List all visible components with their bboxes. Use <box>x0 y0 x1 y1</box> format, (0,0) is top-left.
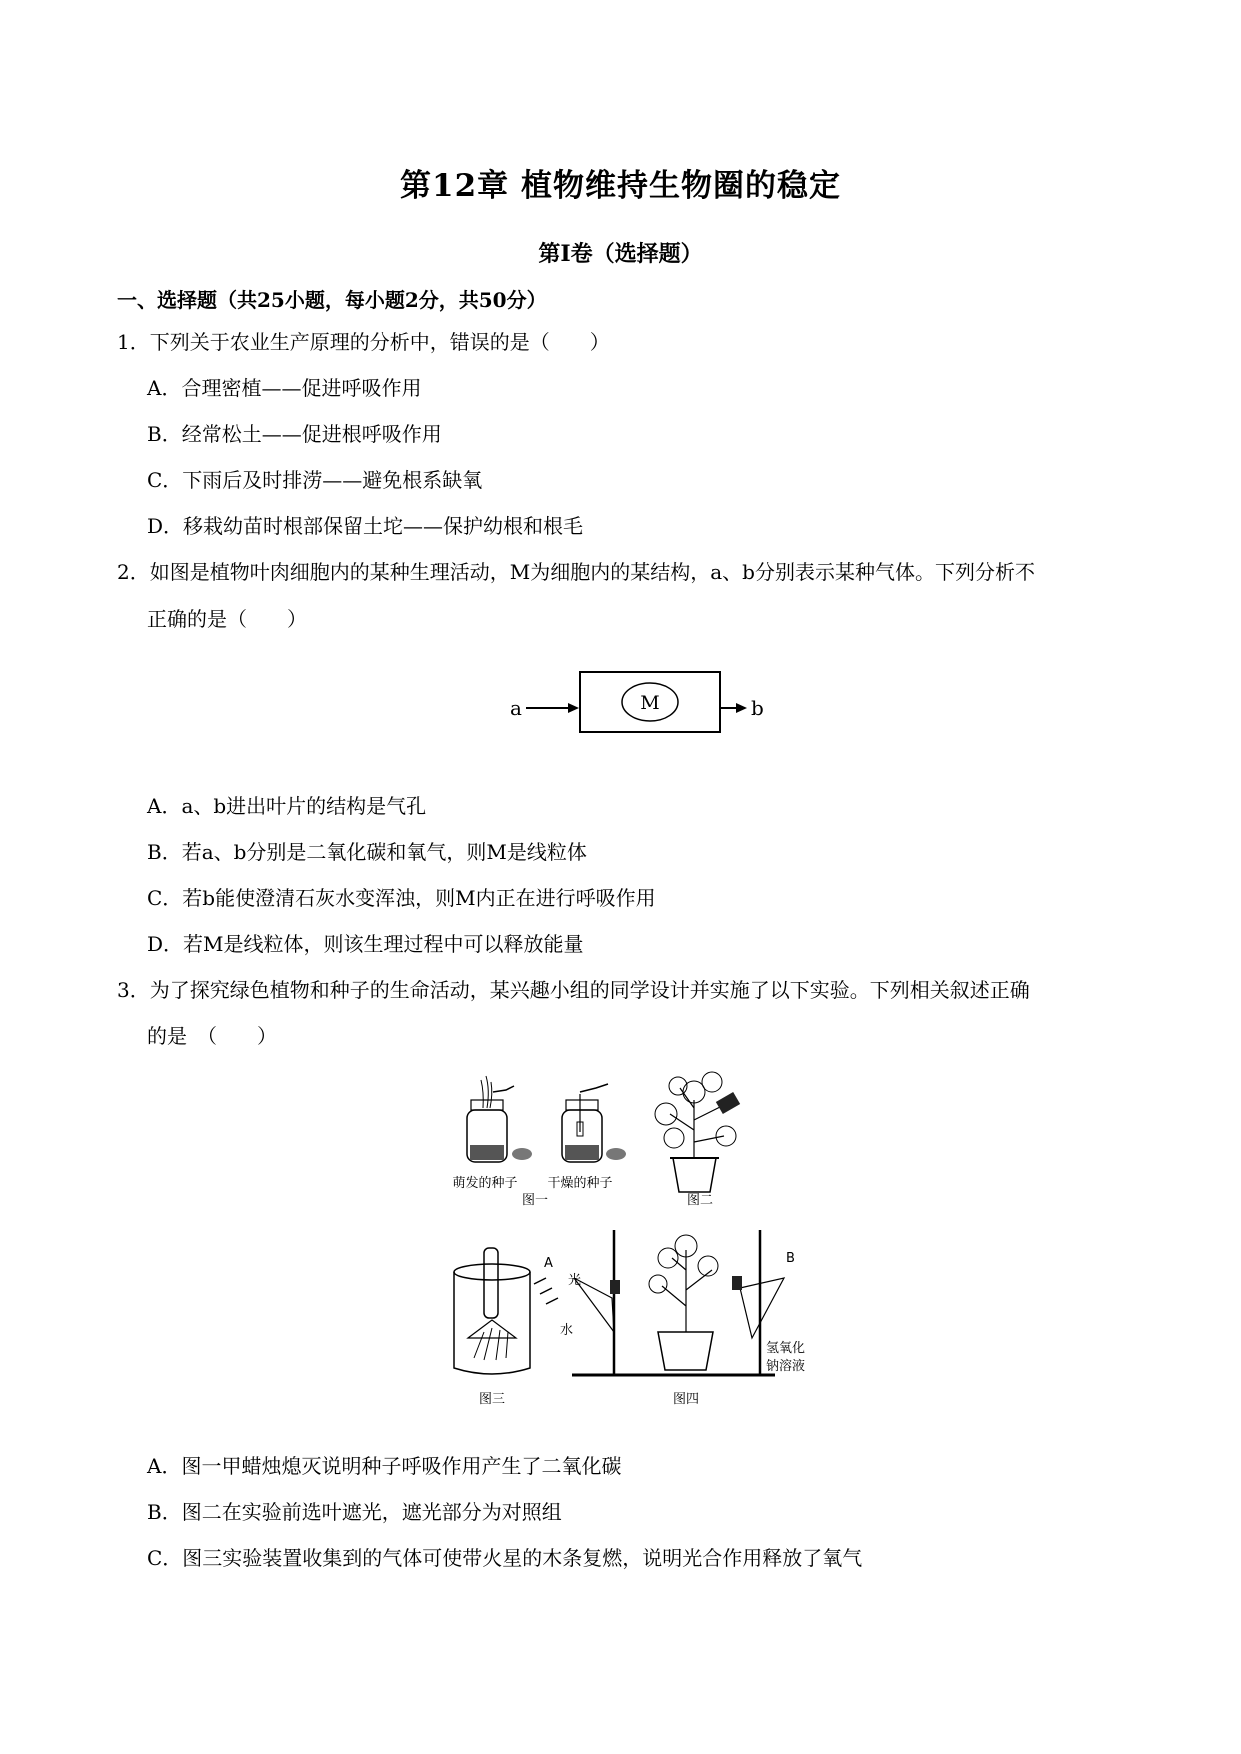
section-heading: 一、选择题（共25小题，每小题2分，共50分） <box>117 288 547 312</box>
naoh-label-line1: 氢氧化 <box>766 1341 806 1356</box>
question-2-option-b: B．若a、b分别是二氧化碳和氧气，则M是线粒体 <box>147 840 587 864</box>
input-arrowhead <box>568 703 579 713</box>
question-number: 2． <box>117 560 150 584</box>
question-1-stem <box>117 328 610 356</box>
question-2-stem-cont: 正确的是（ ） <box>147 607 307 631</box>
question-1-option-d: D．移栽幼苗时根部保留土坨——保护幼根和根毛 <box>147 514 584 538</box>
question-3-option-c: C．图三实验装置收集到的气体可使带火星的木条复燃，说明光合作用释放了氧气 <box>147 1546 863 1570</box>
question-number: 3． <box>117 978 150 1002</box>
question-3-stem-cont: 的是 （ ） <box>147 1024 277 1048</box>
bag-b-label: B <box>786 1251 795 1266</box>
figure-4-bagged-leaves <box>544 1230 805 1407</box>
light-label: 光 <box>568 1273 582 1288</box>
output-gas-label: b <box>751 696 764 720</box>
chapter-title: 第12章 植物维持生物圈的稳定 <box>400 168 841 204</box>
figure-1-caption: 图一 <box>521 1193 549 1208</box>
figure-2-potted-plant <box>655 1072 740 1208</box>
question-text: 为了探究绿色植物和种子的生命活动，某兴趣小组的同学设计并实施了以下实验。下列相关叙述正确 <box>149 978 1030 1002</box>
structure-m-label: M <box>640 692 660 714</box>
jar-dry-seeds <box>562 1084 626 1162</box>
jar-label-dry: 干燥的种子 <box>547 1176 613 1191</box>
question-1-option-b: B．经常松土——促进根呼吸作用 <box>147 422 442 446</box>
output-arrowhead <box>736 703 747 713</box>
question-text: 下列关于农业生产原理的分析中，错误的是（ ） <box>149 330 610 354</box>
question-1-option-c: C．下雨后及时排涝——避免根系缺氧 <box>147 468 483 492</box>
question-text: 如图是植物叶肉细胞内的某种生理活动，M为细胞内的某结构，a、b分别表示某种气体。下列分析不 <box>149 560 1035 584</box>
naoh-label-line2: 钠溶液 <box>766 1359 806 1374</box>
question-2-option-d: D．若M是线粒体，则该生理过程中可以释放能量 <box>147 932 584 956</box>
question-2-stem <box>117 558 1035 586</box>
figure-4-caption: 图四 <box>672 1392 700 1407</box>
volume-subtitle: 第Ⅰ卷（选择题） <box>538 241 703 267</box>
question-2-option-a: A．a、b进出叶片的结构是气孔 <box>147 794 427 818</box>
question-number: 1． <box>117 330 150 354</box>
question-2-diagram <box>500 668 770 740</box>
jar-label-germinating: 萌发的种子 <box>452 1176 518 1191</box>
question-2-option-c: C．若b能使澄清石灰水变浑浊，则M内正在进行呼吸作用 <box>147 886 656 910</box>
question-3-option-a: A．图一甲蜡烛熄灭说明种子呼吸作用产生了二氧化碳 <box>147 1454 622 1478</box>
figure-3-caption: 图三 <box>478 1392 506 1407</box>
figure-1-seed-jars <box>452 1076 626 1208</box>
question-3-figure <box>440 1070 850 1415</box>
question-3-stem <box>117 976 1030 1004</box>
question-3-option-b: B．图二在实验前选叶遮光，遮光部分为对照组 <box>147 1500 562 1524</box>
question-1-option-a: A．合理密植——促进呼吸作用 <box>147 376 422 400</box>
input-gas-label: a <box>510 696 522 720</box>
figure-2-caption: 图二 <box>686 1193 714 1208</box>
water-label: 水 <box>560 1323 574 1338</box>
bag-a-label: A <box>544 1256 553 1271</box>
jar-germinating-seeds <box>467 1076 532 1162</box>
